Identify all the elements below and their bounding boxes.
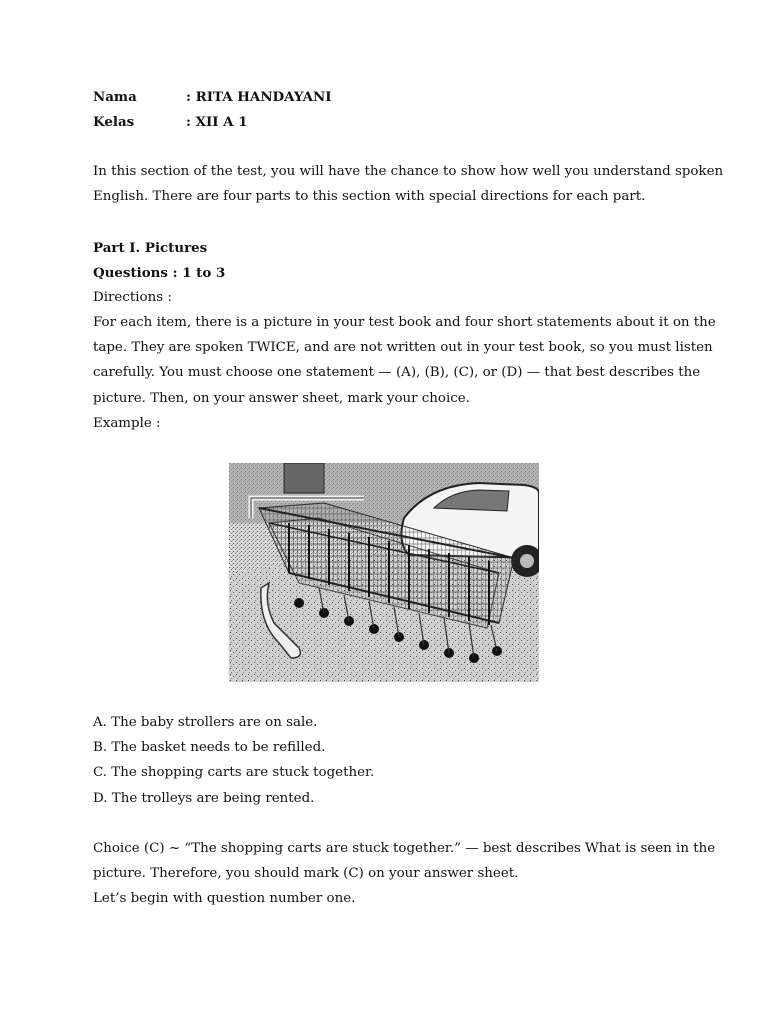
part-title: Part I. Pictures (93, 240, 208, 256)
directions-label: Directions : (93, 290, 172, 305)
questions-range: Questions : 1 to 3 (93, 265, 226, 281)
intro-line: In this section of the test, you will have the chance to show how well you understand spoken (93, 164, 724, 179)
answer-option: D. The trolleys are being rented. (93, 791, 315, 806)
name-label: Nama (93, 89, 137, 105)
answer-option: A. The baby strollers are on sale. (93, 715, 318, 730)
name-value: : RITA HANDAYANI (186, 89, 332, 105)
class-label: Kelas (93, 114, 135, 130)
directions-line: For each item, there is a picture in your test book and four short statements about it on the (93, 315, 716, 330)
directions-line: carefully. You must choose one statement — (A), (B), (C), or (D) — that best describes the (93, 365, 701, 380)
answer-option: B. The basket needs to be refilled. (93, 740, 326, 755)
answer-option: C. The shopping carts are stuck together. (93, 765, 375, 780)
conclusion-line: Choice (C) ~ “The shopping carts are stuck together.” — best describes What is seen in the (93, 841, 716, 856)
shopping-carts-photo (229, 463, 539, 682)
class-value: : XII A 1 (186, 114, 248, 130)
example-label: Example : (93, 416, 161, 431)
shopping-carts-illustration (229, 463, 539, 682)
conclusion-line: Let’s begin with question number one. (93, 891, 356, 906)
intro-line: English. There are four parts to this section with special directions for each part. (93, 189, 646, 204)
directions-line: picture. Then, on your answer sheet, mark your choice. (93, 391, 470, 406)
conclusion-line: picture. Therefore, you should mark (C) on your answer sheet. (93, 866, 519, 881)
directions-line: tape. They are spoken TWICE, and are not written out in your test book, so you must listen (93, 340, 713, 355)
